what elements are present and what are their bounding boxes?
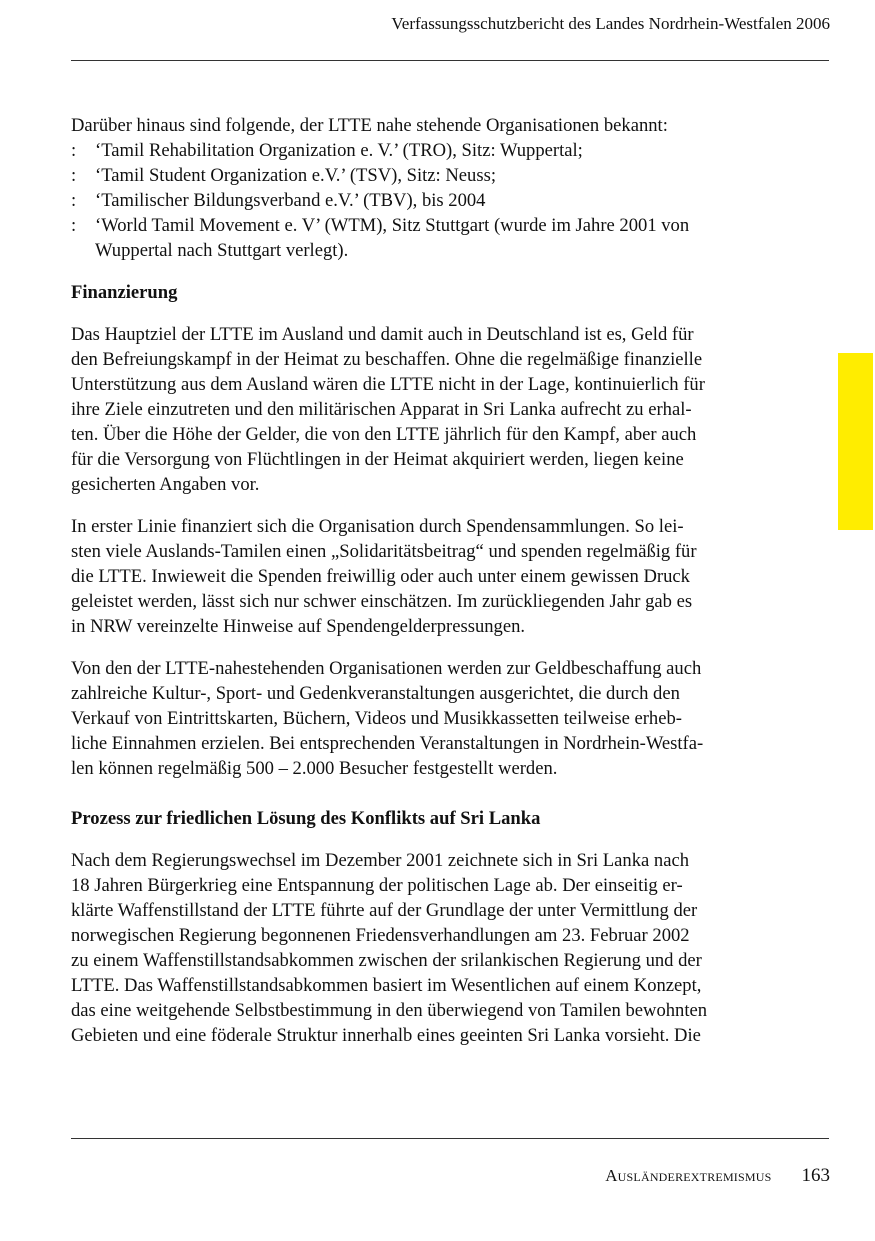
page-number: 163 (801, 1165, 830, 1186)
bullet-mark: : (71, 140, 77, 161)
running-header: Verfassungsschutzbericht des Landes Nordrhein-Westfalen 2006 (391, 14, 830, 33)
organization-list (71, 138, 801, 263)
list-item-text: Wuppertal nach Stuttgart verlegt). (95, 240, 349, 261)
running-footer-section: Ausländerextremismus (605, 1166, 772, 1185)
list-item-text: ‘Tamilischer Bildungsverband e.V.’ (TBV), bis 2004 (95, 190, 486, 211)
text-line: die LTTE. Inwieweit die Spenden freiwillig oder auch unter einem gewissen Druck (71, 566, 690, 587)
page-body (71, 113, 801, 1048)
text-line: In erster Linie finanziert sich die Organisation durch Spendensammlungen. So lei- (71, 516, 684, 537)
text-line: das eine weitgehende Selbstbestimmung in den überwiegend von Tamilen bewohnten (71, 1000, 708, 1021)
text-line: ten. Über die Höhe der Gelder, die von den LTTE jährlich für den Kampf, aber auch (71, 424, 697, 445)
text-line: Nach dem Regierungswechsel im Dezember 2001 zeichnete sich in Sri Lanka nach (71, 850, 690, 871)
text-line: zu einem Waffenstillstandsabkommen zwischen der srilankischen Regierung und der (71, 950, 702, 971)
list-item-text: ‘Tamil Student Organization e.V.’ (TSV), Sitz: Neuss; (95, 165, 496, 186)
footer-rule (71, 1138, 829, 1139)
text-line: Gebieten und eine föderale Struktur innerhalb eines geeinten Sri Lanka vorsieht. Die (71, 1025, 701, 1046)
header-rule (71, 60, 829, 61)
section-heading-peace-process: Prozess zur friedlichen Lösung des Konflikts auf Sri Lanka (71, 808, 541, 829)
text-line: Von den der LTTE-nahestehenden Organisationen werden zur Geldbeschaffung auch (71, 658, 702, 679)
text-line: norwegischen Regierung begonnenen Friedensverhandlungen am 23. Februar 2002 (71, 925, 690, 946)
text-line: ihre Ziele einzutreten und den militärischen Apparat in Sri Lanka aufrecht zu erhal- (71, 399, 692, 420)
text-line: sten viele Auslands-Tamilen einen „Solidaritätsbeitrag“ und spenden regelmäßig für (71, 541, 697, 562)
list-item (71, 163, 801, 188)
text-line: 18 Jahren Bürgerkrieg eine Entspannung der politischen Lage ab. Der einseitig er- (71, 875, 683, 896)
intro-paragraph: Darüber hinaus sind folgende, der LTTE nahe stehende Organisationen bekannt: (71, 115, 668, 136)
text-line: liche Einnahmen erzielen. Bei entsprechenden Veranstaltungen in Nordrhein-Westfa- (71, 733, 704, 754)
text-line: Verkauf von Eintrittskarten, Büchern, Videos und Musikkassetten teilweise erheb- (71, 708, 682, 729)
text-line: Unterstützung aus dem Ausland wären die LTTE nicht in der Lage, kontinuierlich für (71, 374, 705, 395)
list-item (71, 138, 801, 163)
text-line: gesicherten Angaben vor. (71, 474, 260, 495)
text-line: für die Versorgung von Flüchtlingen in der Heimat akquiriert werden, liegen keine (71, 449, 684, 470)
bullet-mark: : (71, 215, 77, 236)
text-line: LTTE. Das Waffenstillstandsabkommen basiert im Wesentlichen auf einem Konzept, (71, 975, 702, 996)
text-line: geleistet werden, lässt sich nur schwer einschätzen. Im zurückliegenden Jahr gab es (71, 591, 693, 612)
paragraph (71, 514, 801, 639)
paragraph (71, 848, 801, 1048)
paragraph (71, 656, 801, 781)
list-item (71, 188, 801, 213)
text-line: den Befreiungskampf in der Heimat zu beschaffen. Ohne die regelmäßige finanzielle (71, 349, 703, 370)
text-line: Das Hauptziel der LTTE im Ausland und damit auch in Deutschland ist es, Geld für (71, 324, 694, 345)
list-item-text: ‘Tamil Rehabilitation Organization e. V.’ (TRO), Sitz: Wuppertal; (95, 140, 583, 161)
bullet-mark: : (71, 165, 77, 186)
text-line: len können regelmäßig 500 – 2.000 Besucher festgestellt werden. (71, 758, 558, 779)
text-line: in NRW vereinzelte Hinweise auf Spendengelderpressungen. (71, 616, 526, 637)
text-line: zahlreiche Kultur-, Sport- und Gedenkveranstaltungen ausgerichtet, die durch den (71, 683, 680, 704)
paragraph (71, 322, 801, 497)
list-item-text: ‘World Tamil Movement e. V’ (WTM), Sitz Stuttgart (wurde im Jahre 2001 von (95, 215, 690, 236)
page-footer (605, 1165, 830, 1187)
text-line: klärte Waffenstillstand der LTTE führte auf der Grundlage der unter Vermittlung der (71, 900, 698, 921)
section-heading-financing: Finanzierung (71, 282, 178, 303)
bullet-mark: : (71, 190, 77, 211)
list-item (71, 213, 801, 263)
chapter-tab-marker (838, 353, 873, 530)
